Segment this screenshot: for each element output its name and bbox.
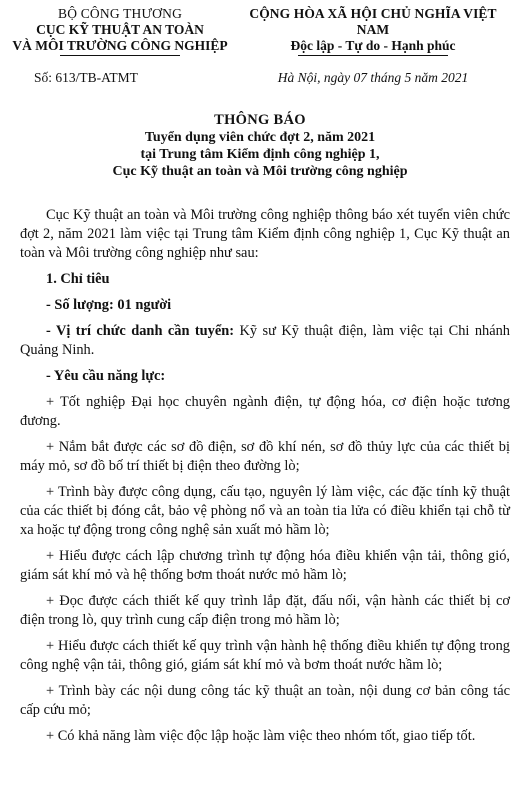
department-name-line2: VÀ MÔI TRƯỜNG CÔNG NGHIỆP bbox=[12, 38, 228, 53]
requirement-item: + Có khả năng làm việc độc lập hoặc làm việc theo nhóm tốt, giao tiếp tốt. bbox=[46, 728, 476, 744]
requirement-item: + Nắm bắt được các sơ đồ điện, sơ đồ khí nén, sơ đồ thủy lực của các thiết bị máy mỏ, sơ đồ bố trí thiết bị điện theo đường lò; bbox=[20, 439, 510, 474]
document-header bbox=[0, 6, 520, 96]
intro-paragraph: Cục Kỹ thuật an toàn và Môi trường công nghiệp thông báo xét tuyển viên chức đợt 2, năm 2021 làm việc tại Trung tâm Kiểm định công nghiệp 1, Cục Kỹ thuật an toàn và Môi trường công nghiệp như sau: bbox=[20, 207, 510, 261]
quantity-line: - Số lượng: 01 người bbox=[46, 297, 172, 313]
department-name-line1: CỤC KỸ THUẬT AN TOÀN bbox=[36, 22, 204, 37]
ministry-name: BỘ CÔNG THƯƠNG bbox=[57, 6, 183, 21]
issuer-block bbox=[10, 6, 230, 86]
requirement-item: + Hiểu được cách lập chương trình tự động hóa điều khiển vận tải, thông gió, giám sát khí mỏ và hệ thống bơm thoát nước mỏ hầm lò; bbox=[20, 548, 510, 583]
place-and-date: Hà Nội, ngày 07 tháng 5 năm 2021 bbox=[277, 70, 469, 85]
title-line1: Tuyển dụng viên chức đợt 2, năm 2021 bbox=[144, 130, 376, 145]
requirement-item: + Hiểu được cách thiết kế quy trình vận hành hệ thống điều khiển tự động trong công nghệ vận tải, thông gió, giám sát khí mỏ và bơm thoát nước hầm lò; bbox=[20, 638, 510, 673]
requirement-item: + Trình bày các nội dung công tác kỹ thuật an toàn, nội dung cơ bản công tác cấp cứu mỏ; bbox=[20, 683, 510, 718]
requirement-item: + Trình bày được công dụng, cấu tạo, nguyên lý làm việc, các đặc tính kỹ thuật của các thiết bị đóng cắt, bảo vệ phòng nổ và an toàn tia lửa có điều khiển tại chỗ từ xa hoặc tự động trong công nghệ sản xuất mỏ hầm lò; bbox=[20, 484, 510, 538]
country-name: CỘNG HÒA XÃ HỘI CHỦ NGHĨA VIỆT NAM bbox=[249, 6, 497, 37]
issuer-divider bbox=[60, 55, 180, 56]
position-paragraph bbox=[20, 322, 510, 360]
national-heading bbox=[232, 6, 514, 86]
requirement-item: + Tốt nghiệp Đại học chuyên ngành điện, tự động hóa, cơ điện hoặc tương đương. bbox=[20, 394, 510, 429]
requirements-heading: - Yêu cầu năng lực: bbox=[46, 368, 166, 384]
position-text: Kỹ sư Kỹ thuật điện, làm việc tại Chi nhánh Quảng Ninh. bbox=[20, 323, 510, 358]
document-title bbox=[0, 112, 520, 180]
title-line2: tại Trung tâm Kiểm định công nghiệp 1, bbox=[140, 147, 380, 162]
document-body bbox=[20, 206, 510, 753]
requirement-item: + Đọc được cách thiết kế quy trình lắp đặt, đấu nối, vận hành các thiết bị cơ điện trong lò, quy trình cung cấp điện trong mỏ hầm lò; bbox=[20, 593, 510, 628]
motto-divider bbox=[298, 55, 448, 56]
national-motto: Độc lập - Tự do - Hạnh phúc bbox=[290, 38, 456, 53]
document-number: Số: 613/TB-ATMT bbox=[34, 70, 138, 85]
section-heading-quota: 1. Chỉ tiêu bbox=[46, 271, 110, 287]
title-line3: Cục Kỹ thuật an toàn và Môi trường công nghiệp bbox=[112, 164, 408, 179]
title-main: THÔNG BÁO bbox=[214, 112, 306, 128]
position-label: - Vị trí chức danh cần tuyển: bbox=[46, 323, 235, 339]
